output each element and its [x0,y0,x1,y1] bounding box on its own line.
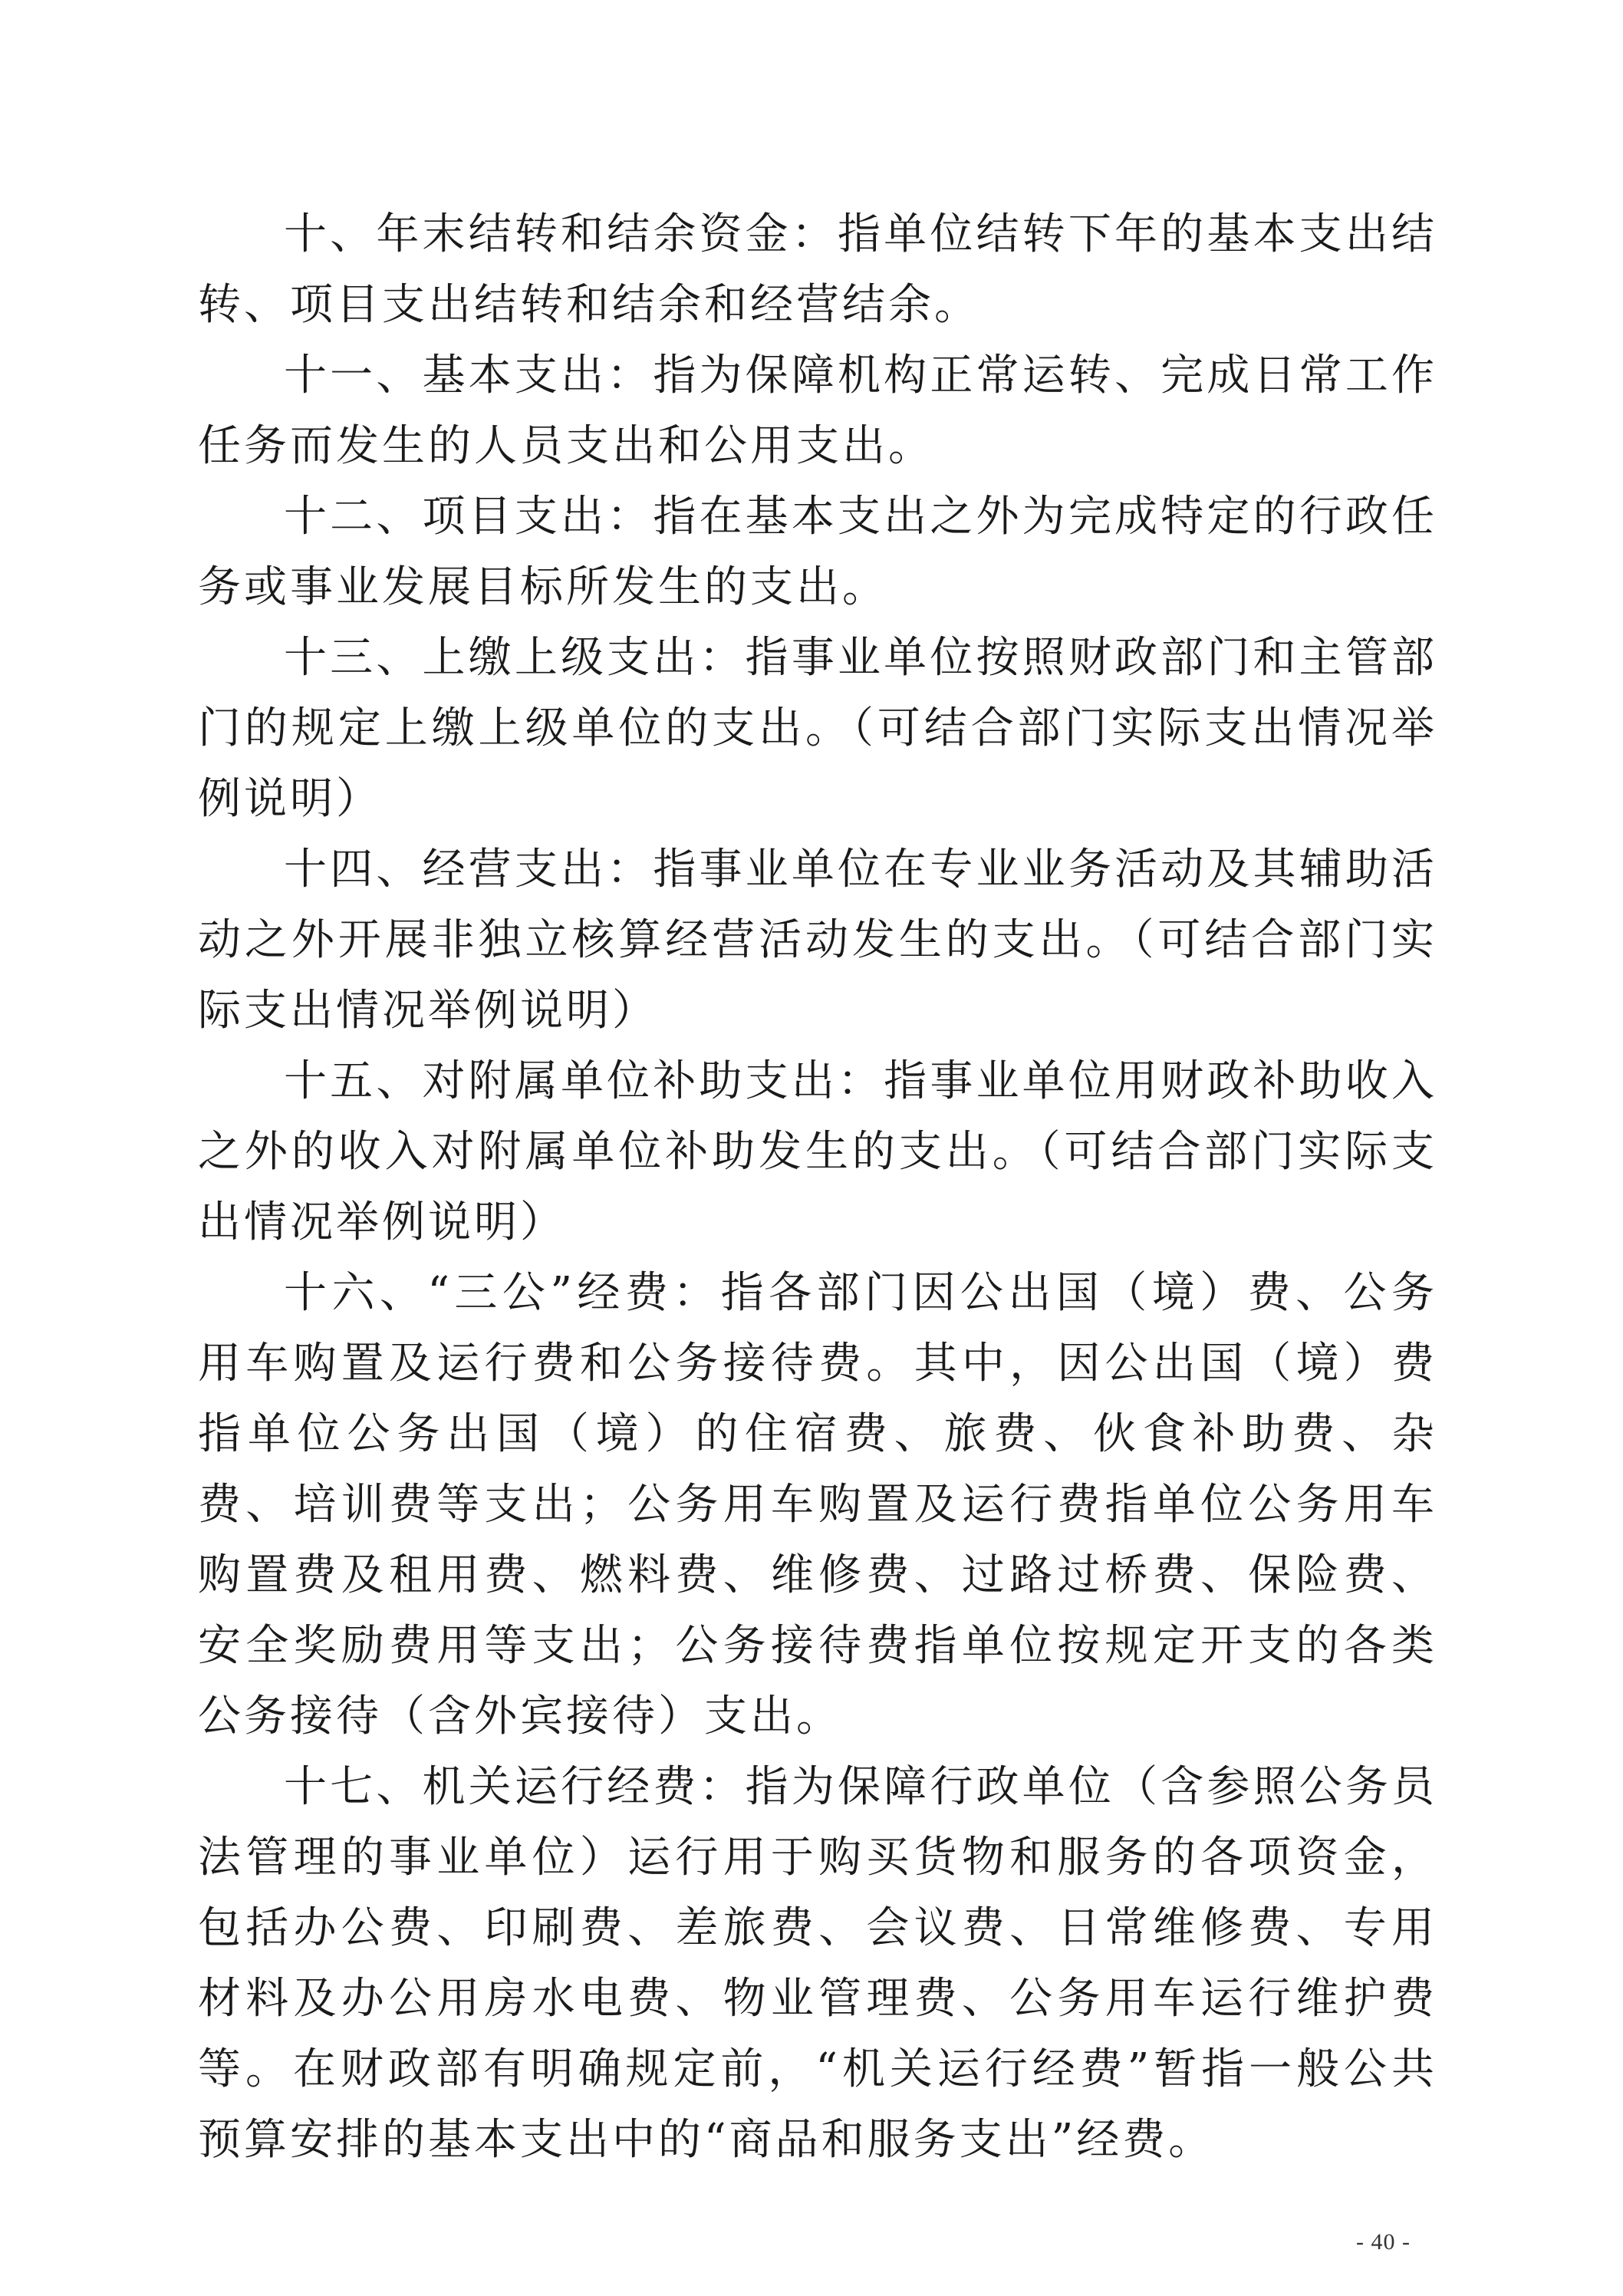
paragraph-three-public-expenses: 十六、“三公”经费：指各部门因公出国（境）费、公务用车购置及运行费和公务接待费。其中，因公出国（境）费指单位公务出国（境）的住宿费、旅费、伙食补助费、杂费、培训费等支出；公务用车购置及运行费指单位公务用车购置费及租用费、燃料费、维修费、过路过桥费、保险费、安全奖励费用等支出；公务接待费指单位按规定开支的各类公务接待（含外宾接待）支出。 [198,1268,1437,1741]
document-body [198,199,1437,2176]
page-number: - 40 - [1356,2229,1411,2255]
paragraph-agency-operating-costs: 十七、机关运行经费：指为保障行政单位（含参照公务员法管理的事业单位）运行用于购买货物和服务的各项资金，包括办公费、印刷费、差旅费、会议费、日常维修费、专用材料及办公用房水电费、物业管理费、公务用车运行维护费等。在财政部有明确规定前，“机关运行经费”暂指一般公共预算安排的基本支出中的“商品和服务支出”经费。 [198,1762,1437,2165]
paragraph-project-expenditure: 十二、项目支出：指在基本支出之外为完成特定的行政任务或事业发展目标所发生的支出。 [198,492,1437,612]
paragraph-operating-expenditure: 十四、经营支出：指事业单位在专业业务活动及其辅助活动之外开展非独立核算经营活动发生的支出。（可结合部门实际支出情况举例说明） [198,845,1437,1036]
paragraph-basic-expenditure: 十一、基本支出：指为保障机构正常运转、完成日常工作任务而发生的人员支出和公用支出。 [198,351,1437,471]
paragraph-payment-to-superior: 十三、上缴上级支出：指事业单位按照财政部门和主管部门的规定上缴上级单位的支出。（可结合部门实际支出情况举例说明） [198,633,1437,824]
paragraph-year-end-balance: 十、年末结转和结余资金：指单位结转下年的基本支出结转、项目支出结转和结余和经营结余。 [198,209,1437,330]
paragraph-subsidy-to-affiliates: 十五、对附属单位补助支出：指事业单位用财政补助收入之外的收入对附属单位补助发生的支出。（可结合部门实际支出情况举例说明） [198,1056,1437,1247]
